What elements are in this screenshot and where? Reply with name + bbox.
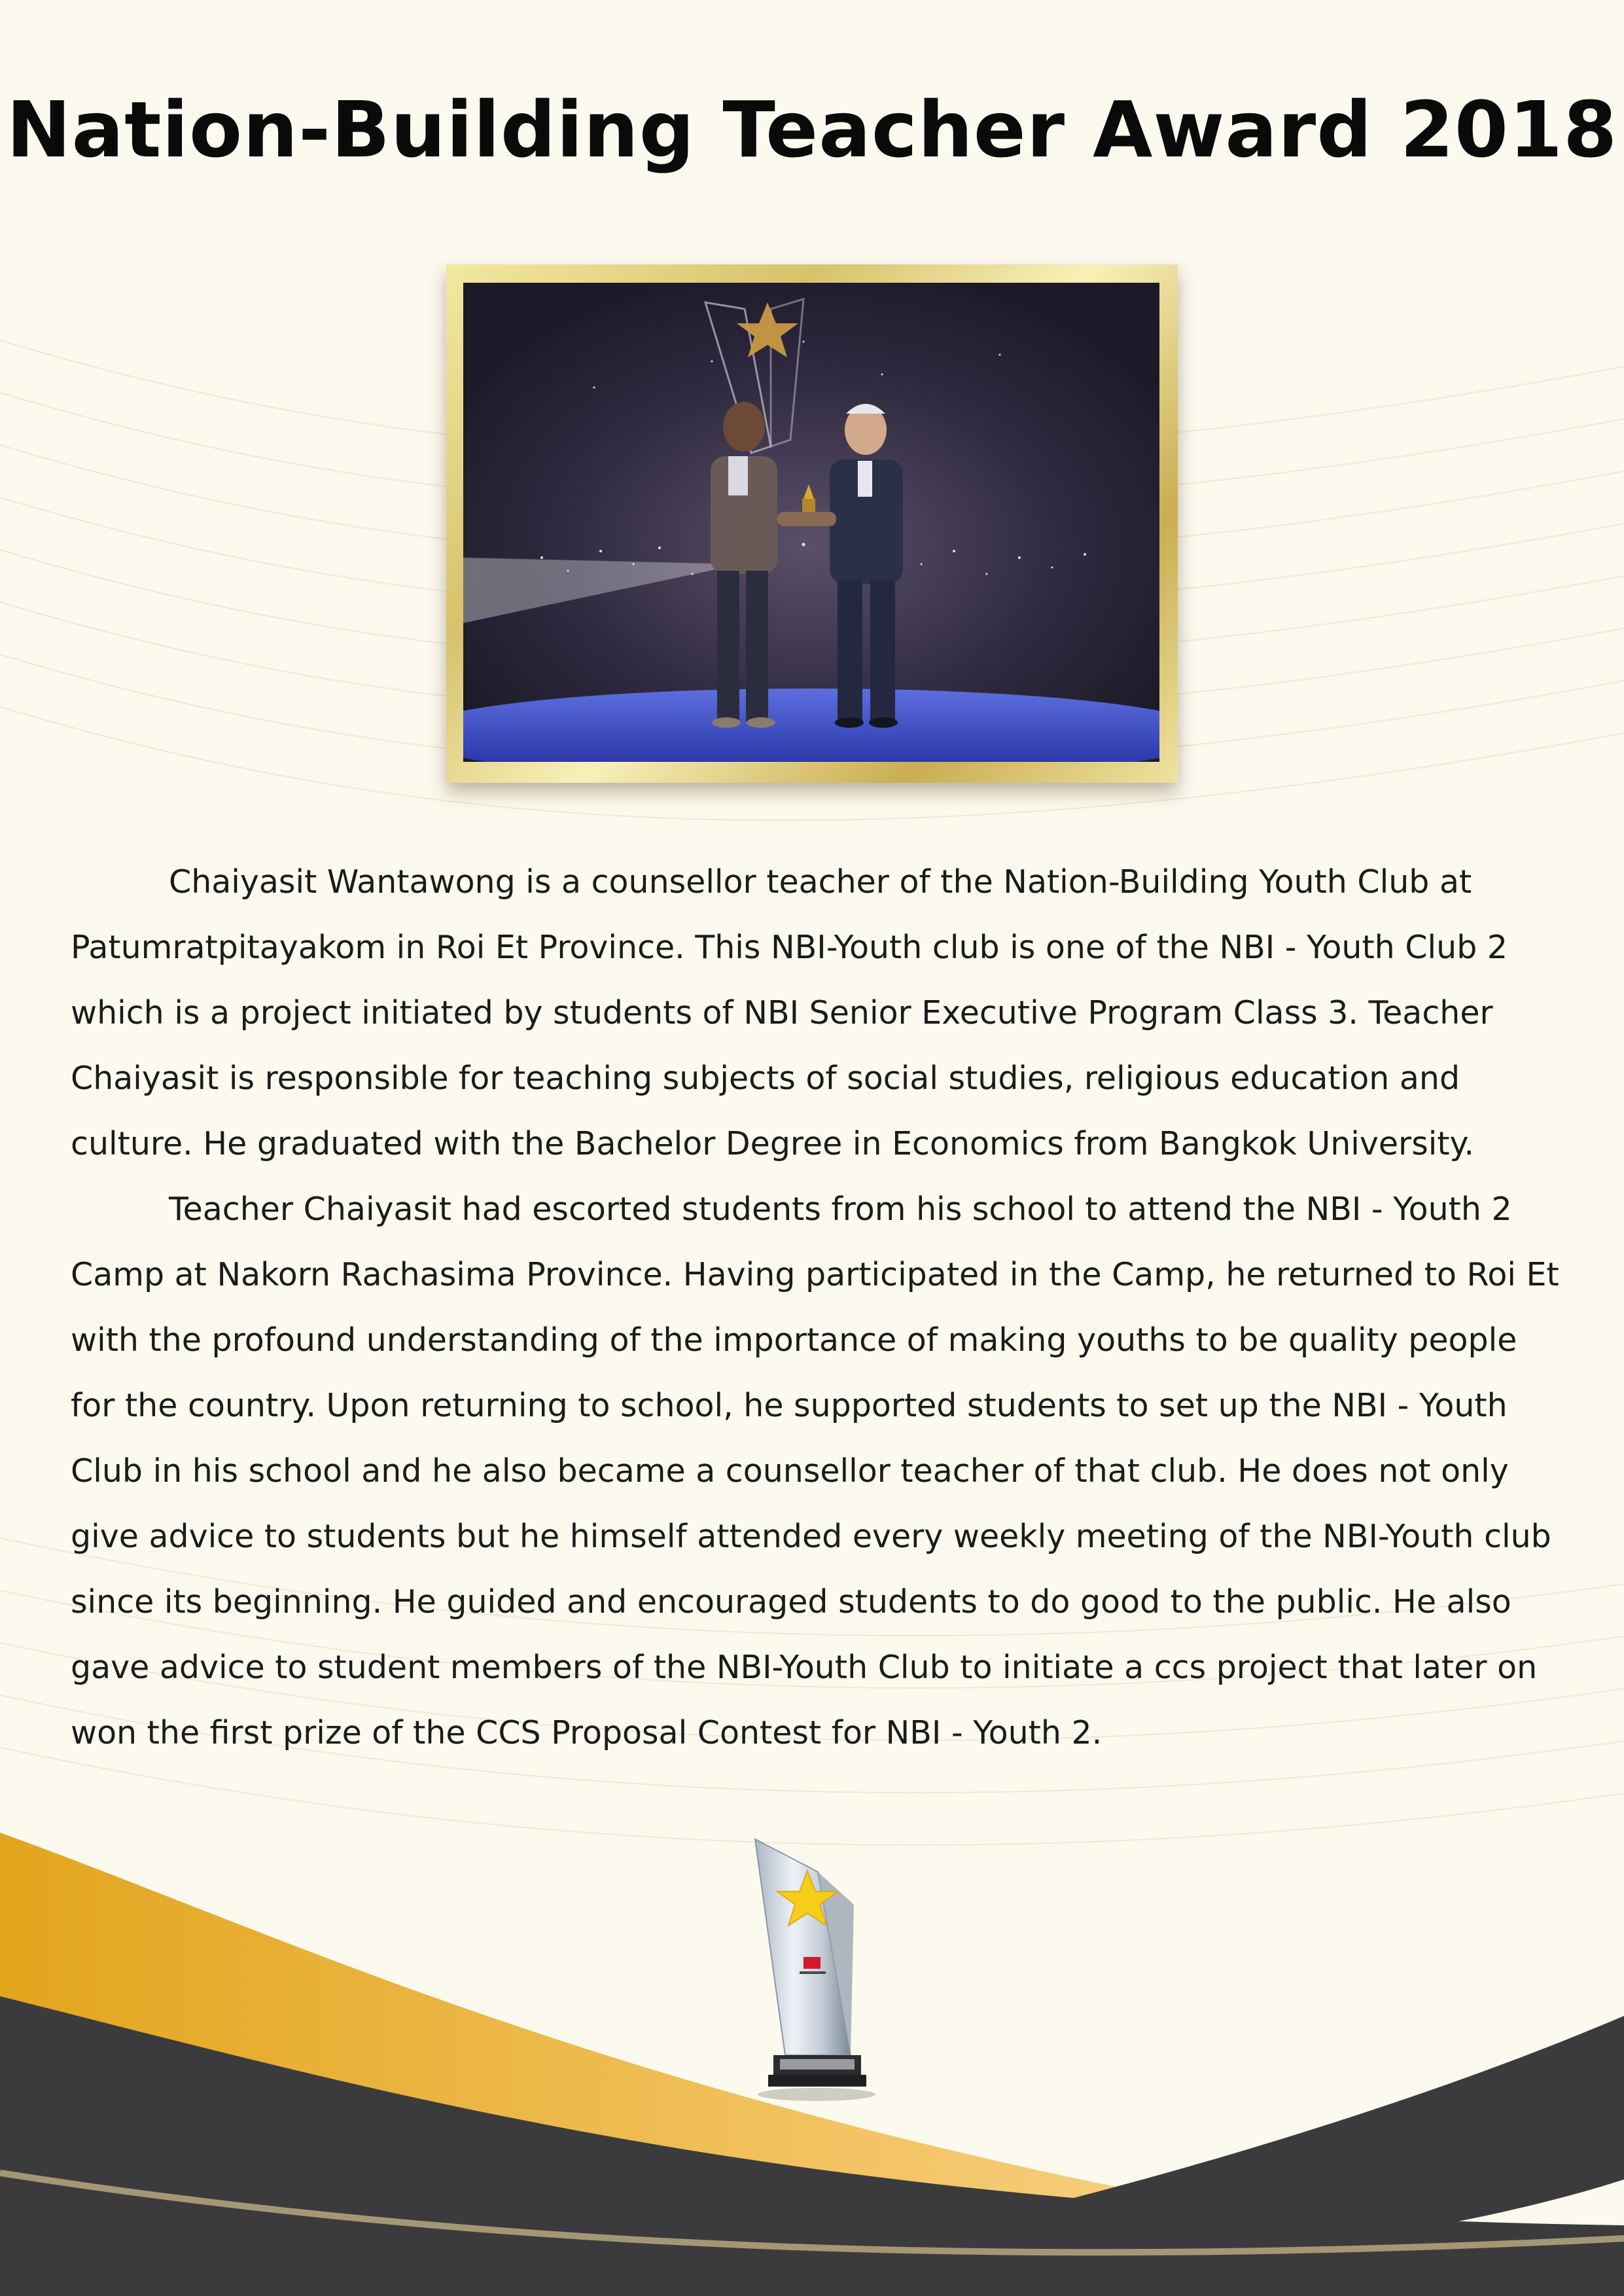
text-line: which is a project initiated by students of NBI Senior Executive Program Class 3. Teacher [71, 994, 1493, 1031]
text-line: since its beginning. He guided and encouraged students to do good to the public. He also [71, 1583, 1511, 1621]
text-line: won the first prize of the CCS Proposal Contest for NBI - Youth 2. [71, 1714, 1103, 1751]
text-line: give advice to students but he himself attended every weekly meeting of the NBI-Youth club [71, 1518, 1551, 1555]
trophy-icon [739, 1833, 883, 2134]
text-line: Chaiyasit is responsible for teaching subjects of social studies, religious education and [71, 1060, 1460, 1097]
text-line: with the profound understanding of the importance of making youths to be quality people [71, 1321, 1517, 1359]
text-line: gave advice to student members of the NBI-Youth Club to initiate a ccs project that later on [71, 1649, 1538, 1686]
text-line: Club in his school and he also became a counsellor teacher of that club. He does not only [71, 1452, 1509, 1490]
text-line: Patumratpitayakom in Roi Et Province. This NBI-Youth club is one of the NBI - Youth Club 2 [71, 929, 1508, 966]
page-title: Nation-Building Teacher Award 2018 [6, 84, 1618, 175]
text-line: Teacher Chaiyasit had escorted students from his school to attend the NBI - Youth 2 [169, 1191, 1512, 1228]
text-line: for the country. Upon returning to school, he supported students to set up the NBI - Youth [71, 1387, 1508, 1424]
text-line: Chaiyasit Wantawong is a counsellor teacher of the Nation-Building Youth Club at [169, 863, 1472, 901]
text-line: Camp at Nakorn Rachasima Province. Having participated in the Camp, he returned to Roi Et [71, 1256, 1559, 1293]
text-line: culture. He graduated with the Bachelor Degree in Economics from Bangkok University. [71, 1125, 1475, 1162]
